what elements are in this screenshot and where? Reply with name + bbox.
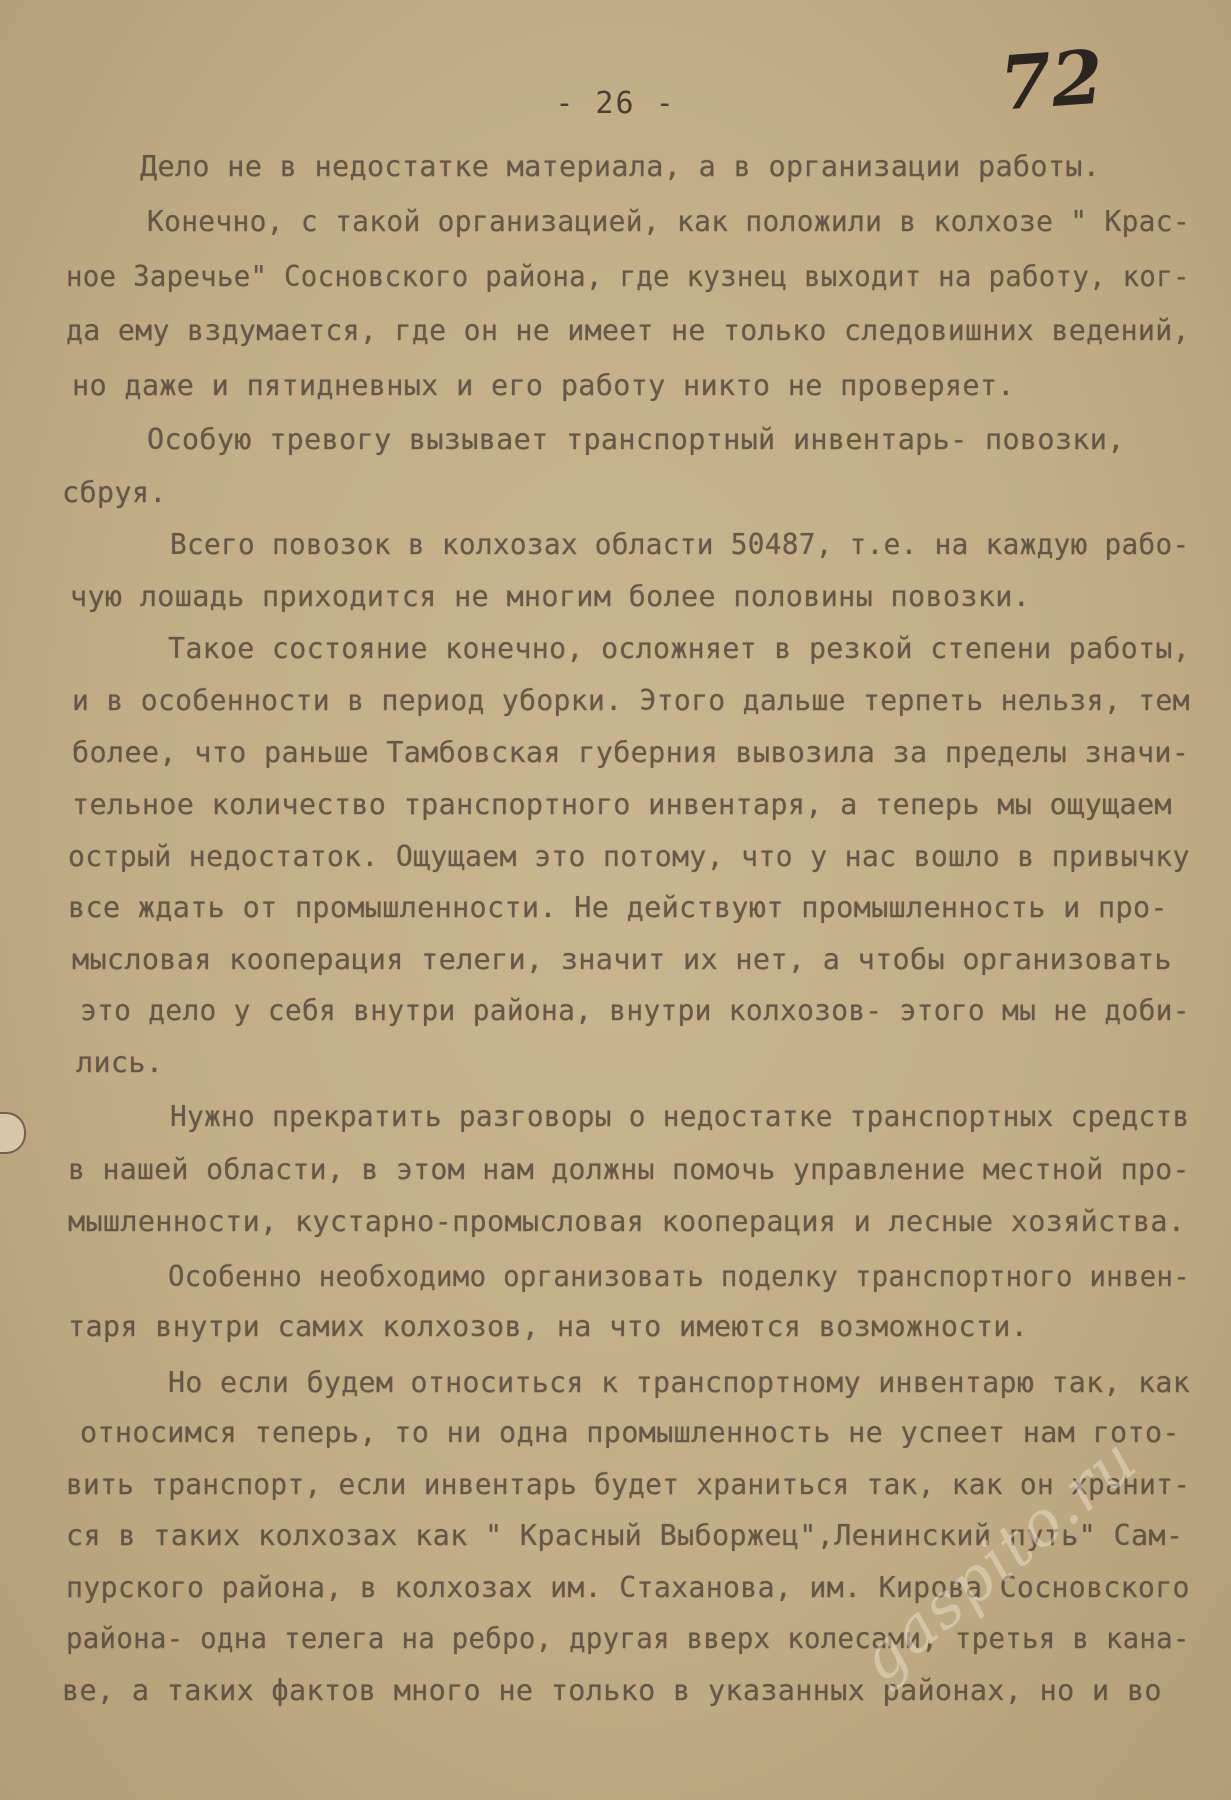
page-number: - 26 - bbox=[555, 86, 676, 121]
text-line: мышленности, кустарно-промысловая кооперация и лесные хозяйства. bbox=[68, 1205, 1186, 1238]
text-line: ся в таких колхозах как " Красный Выборжец",Ленинский путь" Сам- bbox=[66, 1519, 1184, 1552]
text-line: Всего повозок в колхозах области 50487, т.е. на каждую рабо- bbox=[170, 528, 1190, 561]
archive-page-number: 72 bbox=[997, 34, 1106, 128]
text-line: Особенно необходимо организовать поделку транспортного инвен- bbox=[168, 1260, 1190, 1293]
binder-hole bbox=[0, 1112, 26, 1154]
text-line: в нашей области, в этом нам должны помочь управление местной про- bbox=[68, 1153, 1190, 1186]
text-line: ве, а таких фактов много не только в указанных районах, но и во bbox=[62, 1674, 1162, 1707]
text-line: мысловая кооперация телеги, значит их нет, а чтобы организовать bbox=[72, 943, 1172, 976]
text-line: ное Заречье" Сосновского района, где кузнец выходит на работу, ког- bbox=[66, 260, 1190, 293]
text-line: да ему вздумается, где он не имеет не только следовишних ведений, bbox=[66, 314, 1190, 347]
text-line: пурского района, в колхозах им. Стаханова, им. Кирова Сосновского bbox=[66, 1571, 1190, 1604]
text-line: это дело у себя внутри района, внутри колхозов- этого мы не доби- bbox=[80, 994, 1190, 1027]
text-line: Конечно, с такой организацией, как положили в колхозе " Крас- bbox=[147, 205, 1190, 238]
text-line: тельное количество транспортного инвентаря, а теперь мы ощущаем bbox=[72, 788, 1172, 821]
text-line: чую лошадь приходится не многим более половины повозки. bbox=[70, 580, 1031, 613]
text-line: и в особенности в период уборки. Этого дальше терпеть нельзя, тем bbox=[72, 684, 1190, 717]
text-line: Но если будем относиться к транспортному инвентарю так, как bbox=[168, 1366, 1191, 1399]
text-line: более, что раньше Тамбовская губерния вывозила за пределы значи- bbox=[72, 736, 1190, 769]
text-line: но даже и пятидневных и его работу никто не проверяет. bbox=[72, 369, 1015, 402]
text-line: все ждать от промышленности. Не действуют промышленность и про- bbox=[68, 891, 1168, 924]
text-line: района- одна телега на ребро, другая вверх колесами, третья в кана- bbox=[66, 1622, 1190, 1655]
text-line: таря внутри самих колхозов, на что имеются возможности. bbox=[68, 1310, 1029, 1343]
text-line: лись. bbox=[76, 1046, 164, 1079]
text-line: Особую тревогу вызывает транспортный инвентарь- повозки, bbox=[147, 423, 1125, 456]
watermark: gaspito.ru bbox=[845, 1422, 1152, 1696]
text-line: Такое состояние конечно, осложняет в резкой степени работы, bbox=[168, 632, 1191, 665]
text-line: Нужно прекратить разговоры о недостатке транспортных средств bbox=[170, 1100, 1190, 1133]
text-line: вить транспорт, если инвентарь будет храниться так, как он хранит- bbox=[66, 1468, 1191, 1501]
text-line: острый недостаток. Ощущаем это потому, что у нас вошло в привычку bbox=[68, 840, 1190, 873]
text-line: относимся теперь, то ни одна промышленность не успеет нам гото- bbox=[80, 1416, 1180, 1449]
text-line: Дело не в недостатке материала, а в организации работы. bbox=[140, 150, 1101, 183]
text-line: сбруя. bbox=[62, 476, 167, 509]
